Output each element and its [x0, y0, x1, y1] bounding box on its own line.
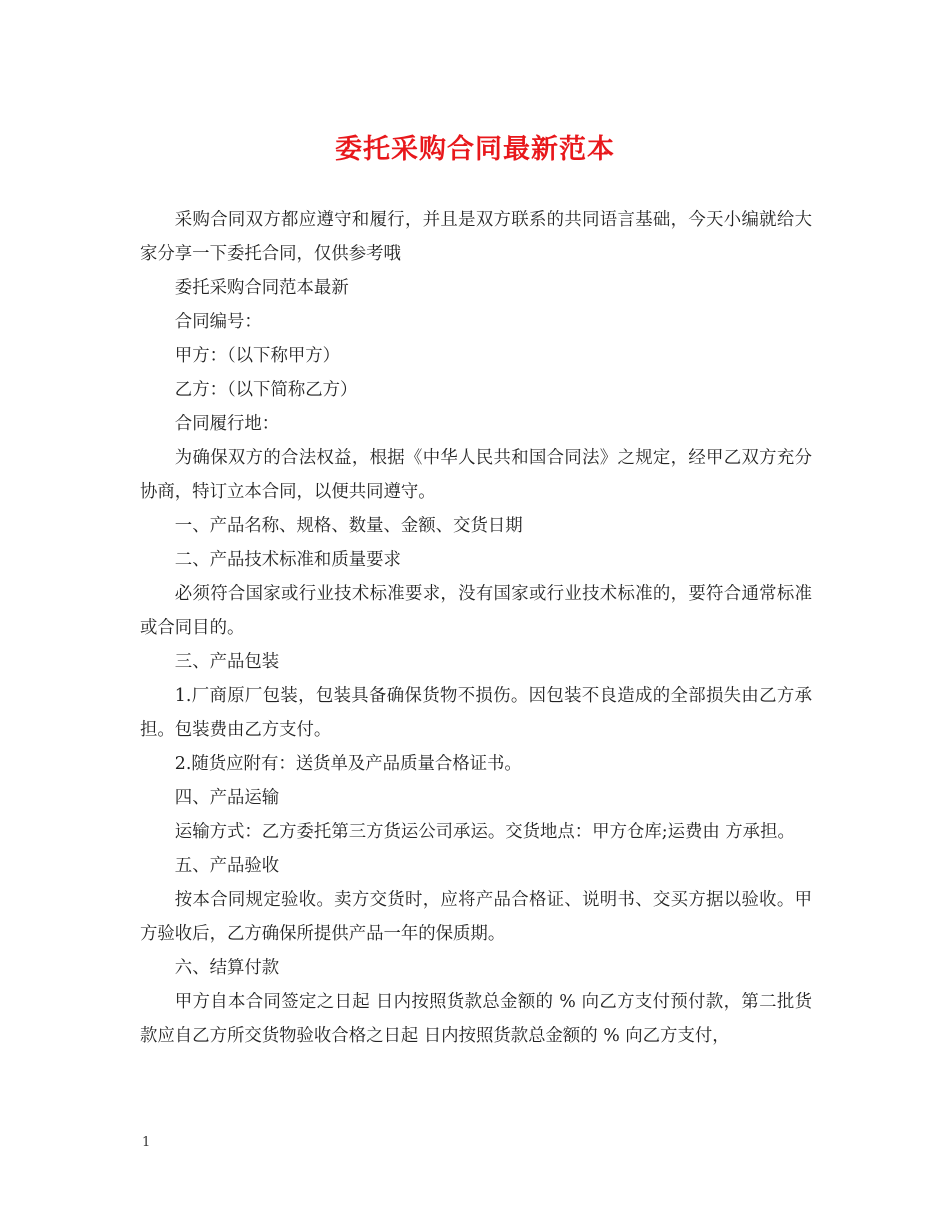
section-heading-4: 四、产品运输 — [174, 788, 280, 808]
preamble-paragraph: 为确保双方的合法权益，根据《中华人民共和国合同法》之规定，经甲乙双方充分协商，特订立本合同，以便共同遵守。 — [140, 448, 812, 502]
document-body — [140, 203, 812, 1053]
party-a-line: 甲方：（以下称甲方） — [174, 346, 341, 366]
payment-paragraph: 甲方自本合同签定之日起 日内按照货款总金额的 % 向乙方支付预付款，第二批货款应自乙方所交货物验收合格之日起 日内按照货款总金额的 % 向乙方支付， — [140, 992, 812, 1046]
contract-subtitle: 委托采购合同范本最新 — [174, 278, 349, 298]
transport-paragraph: 运输方式：乙方委托第三方货运公司承运。交货地点：甲方仓库;运费由 方承担。 — [174, 822, 795, 842]
section-heading-5: 五、产品验收 — [174, 856, 280, 876]
packaging-item-2: 2.随货应附有：送货单及产品质量合格证书。 — [174, 754, 522, 774]
document-title: 委托采购合同最新范本 — [335, 134, 615, 165]
intro-paragraph: 采购合同双方都应遵守和履行，并且是双方联系的共同语言基础，今天小编就给大家分享一下委托合同，仅供参考哦 — [140, 210, 812, 264]
section-heading-6: 六、结算付款 — [174, 958, 280, 978]
acceptance-paragraph: 按本合同规定验收。卖方交货时，应将产品合格证、说明书、交买方据以验收。甲方验收后，乙方确保所提供产品一年的保质期。 — [140, 890, 812, 944]
contract-number-line: 合同编号： — [174, 312, 262, 332]
packaging-item-1: 1.厂商原厂包装，包装具备确保货物不损伤。因包装不良造成的全部损失由乙方承担。包装费由乙方支付。 — [140, 686, 812, 740]
page-number: 1 — [142, 1135, 151, 1150]
section-heading-2: 二、产品技术标准和质量要求 — [174, 550, 401, 570]
section-heading-3: 三、产品包装 — [174, 652, 280, 672]
section-heading-1: 一、产品名称、规格、数量、金额、交货日期 — [174, 516, 523, 536]
party-b-line: 乙方：（以下简称乙方） — [174, 380, 358, 400]
quality-paragraph: 必须符合国家或行业技术标准要求，没有国家或行业技术标准的，要符合通常标准或合同目的。 — [140, 584, 812, 638]
performance-place-line: 合同履行地： — [174, 414, 280, 434]
